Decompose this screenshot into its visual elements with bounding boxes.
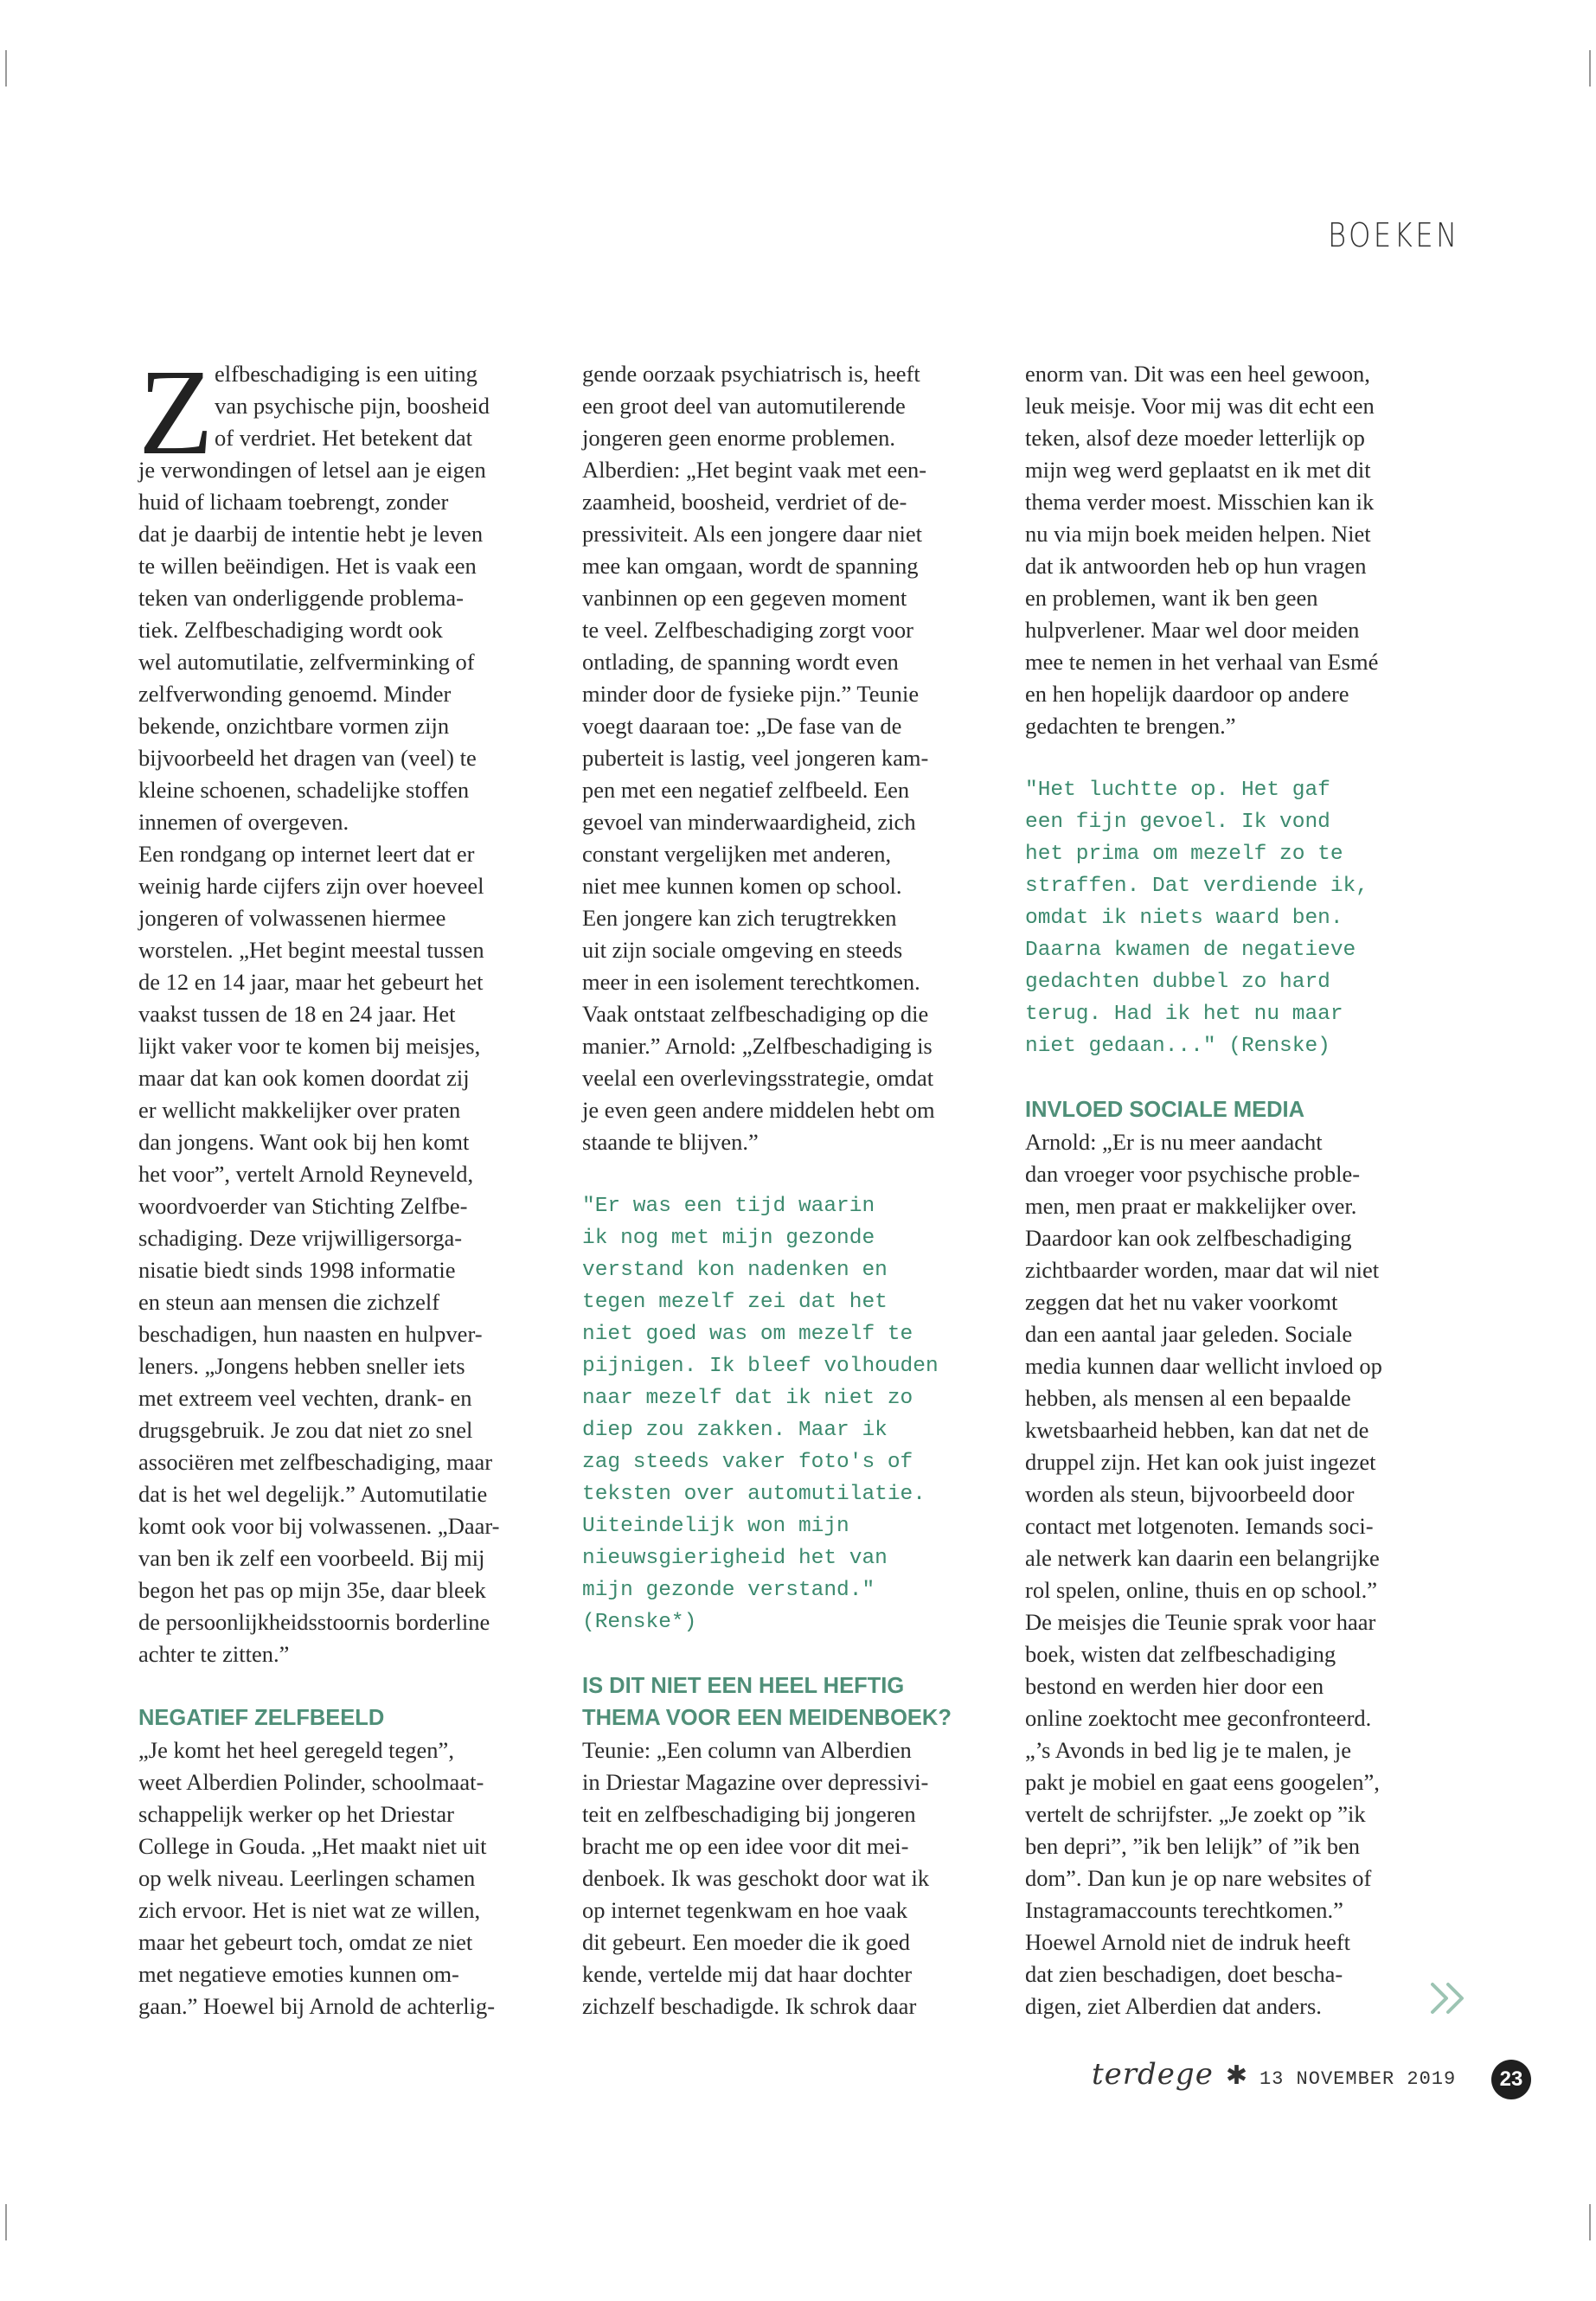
text-line: associëren met zelfbeschadiging, maar — [138, 1449, 493, 1475]
heading-heftig-thema — [582, 1670, 980, 1734]
text-line: Daarna kwamen de negatieve — [1025, 939, 1356, 962]
text-line: Instagramaccounts terechtkomen.” — [1025, 1897, 1343, 1923]
text-line: pijnigen. Ik bleef volhouden — [582, 1355, 939, 1378]
text-line: staande te blijven.” — [582, 1129, 759, 1155]
text-line: Daardoor kan ook zelfbeschadiging — [1025, 1225, 1352, 1251]
heading-invloed-sociale-media: INVLOED SOCIALE MEDIA — [1025, 1098, 1305, 1122]
text-line: mee te nemen in het verhaal van Esmé — [1025, 649, 1379, 675]
text-line: College in Gouda. „Het maakt niet uit — [138, 1833, 487, 1859]
text-line: je even geen andere middelen hebt om — [582, 1097, 935, 1123]
text-line: puberteit is lastig, veel jongeren kam- — [582, 745, 929, 771]
text-line: het voor”, vertelt Arnold Reyneveld, — [138, 1161, 474, 1187]
text-line: zag steeds vaker foto's of — [582, 1451, 913, 1474]
text-line: diep zou zakken. Maar ik — [582, 1419, 888, 1442]
paragraph-sociale-media — [1025, 1126, 1423, 2022]
text-line: straffen. Dat verdiende ik, — [1025, 875, 1368, 898]
text-line: vertelt de schrijfster. „Je zoekt op ”ik — [1025, 1801, 1366, 1827]
text-line: Teunie: „Een column van Alberdien — [582, 1737, 912, 1763]
text-line: veelal een overlevingsstrategie, omdat — [582, 1065, 934, 1091]
crop-mark-bottom-right — [1589, 2204, 1591, 2240]
text-line: leuk meisje. Voor mij was dit echt een — [1025, 393, 1375, 419]
text-line: worden als steun, bijvoorbeeld door — [1025, 1481, 1355, 1507]
text-line: nisatie biedt sinds 1998 informatie — [138, 1257, 456, 1283]
text-line: dat zien beschadigen, doet bescha- — [1025, 1961, 1343, 1987]
text-line: te veel. Zelfbeschadiging zorgt voor — [582, 617, 913, 643]
text-line: en hen hopelijk daardoor op andere — [1025, 681, 1349, 707]
text-line: bracht me op een idee voor dit mei- — [582, 1833, 909, 1859]
text-line: bestond en werden hier door een — [1025, 1673, 1324, 1699]
text-line: thema verder moest. Misschien kan ik — [1025, 489, 1375, 515]
text-line: tegen mezelf zei dat het — [582, 1291, 888, 1314]
text-line: kleine schoenen, schadelijke stoffen — [138, 777, 470, 803]
text-line: Een rondgang op internet leert dat er — [138, 841, 475, 867]
text-line: verstand kon nadenken en — [582, 1259, 888, 1282]
text-line: en problemen, want ik ben geen — [1025, 585, 1318, 611]
text-line: De meisjes die Teunie sprak voor haar — [1025, 1609, 1376, 1635]
text-line: dit gebeurt. Een moeder die ik goed — [582, 1929, 910, 1955]
text-line: men, men praat er makkelijker over. — [1025, 1193, 1357, 1219]
text-line: gende oorzaak psychiatrisch is, heeft — [582, 361, 920, 387]
text-line: Uiteindelijk won mijn — [582, 1515, 849, 1538]
text-line: Hoewel Arnold niet de indruk heeft — [1025, 1929, 1351, 1955]
text-line: gevoel van minderwaardigheid, zich — [582, 809, 916, 835]
text-line: dat is het wel degelijk.” Automutilatie — [138, 1481, 488, 1507]
text-line: te willen beëindigen. Het is vaak een — [138, 553, 477, 579]
text-line: pen met een negatief zelfbeeld. Een — [582, 777, 910, 803]
text-line: weet Alberdien Polinder, schoolmaat- — [138, 1769, 484, 1795]
text-line: met extreem veel vechten, drank- en — [138, 1385, 472, 1411]
heading-negatief-zelfbeeld: NEGATIEF ZELFBEELD — [138, 1706, 385, 1730]
text-line: schadiging. Deze vrijwilligersorga- — [138, 1225, 463, 1251]
text-line: ontlading, de spanning wordt even — [582, 649, 899, 675]
separator-icon: ✱ — [1225, 2061, 1247, 2091]
text-line: en steun aan mensen die zichzelf — [138, 1289, 440, 1315]
text-line: er wellicht makkelijker over praten — [138, 1097, 461, 1123]
text-line: pakt je mobiel en gaat eens googelen”, — [1025, 1769, 1380, 1795]
text-line: pressiviteit. Als een jongere daar niet — [582, 521, 922, 547]
text-line: achter te zitten.” — [138, 1641, 290, 1667]
text-line: niet goed was om mezelf te — [582, 1323, 913, 1346]
text-line: nieuwsgierigheid het van — [582, 1547, 888, 1570]
text-line: teksten over automutilatie. — [582, 1483, 926, 1506]
paragraph-heftig-thema — [582, 1734, 980, 2022]
text-line: ik nog met mijn gezonde — [582, 1227, 875, 1250]
text-line: teken van onderliggende problema- — [138, 585, 465, 611]
text-line: het prima om mezelf zo te — [1025, 843, 1343, 866]
text-line: dan jongens. Want ook bij hen komt — [138, 1129, 470, 1155]
text-line: voegt daaraan toe: „De fase van de — [582, 713, 902, 739]
text-line: dom”. Dan kun je op nare websites of — [1025, 1865, 1372, 1891]
text-line: leners. „Jongens hebben sneller iets — [138, 1353, 465, 1379]
text-line: zaamheid, boosheid, verdriet of de- — [582, 489, 907, 515]
column-2 — [582, 358, 980, 2022]
text-line: Vaak ontstaat zelfbeschadiging op die — [582, 1001, 929, 1027]
text-line: teken, alsof deze moeder letterlijk op — [1025, 425, 1365, 451]
text-line: Een jongere kan zich terugtrekken — [582, 905, 897, 931]
intro-paragraph — [138, 343, 536, 1670]
text-line: niet gedaan..." (Renske) — [1025, 1035, 1330, 1058]
text-line: zeggen dat het nu vaker voorkomt — [1025, 1289, 1338, 1315]
text-line: dan vroeger voor psychische proble- — [1025, 1161, 1361, 1187]
text-line: een groot deel van automutilerende — [582, 393, 906, 419]
text-line: dat ik antwoorden heb op hun vragen — [1025, 553, 1367, 579]
text-line: mee kan omgaan, wordt de spanning — [582, 553, 919, 579]
text-line: THEMA VOOR EEN MEIDENBOEK? — [582, 1706, 952, 1730]
text-line: ben depri”, ”ik ben lelijk” of ”ik ben — [1025, 1833, 1361, 1859]
text-line: "Het luchtte op. Het gaf — [1025, 779, 1330, 802]
text-line: vanbinnen op een gegeven moment — [582, 585, 907, 611]
text-line: jongeren geen enorme problemen. — [582, 425, 896, 451]
text-line: van ben ik zelf een voorbeeld. Bij mij — [138, 1545, 485, 1571]
footer — [1092, 2057, 1456, 2100]
text-line: hulpverlener. Maar wel door meiden — [1025, 617, 1360, 643]
text-line: woordvoerder van Stichting Zelfbe- — [138, 1193, 468, 1219]
text-line: druppel zijn. Het kan ook juist ingezet — [1025, 1449, 1376, 1475]
text-line: vaakst tussen de 18 en 24 jaar. Het — [138, 1001, 456, 1027]
text-line: „’s Avonds in bed lig je te malen, je — [1025, 1737, 1352, 1763]
text-line: media kunnen daar wellicht invloed op — [1025, 1353, 1382, 1379]
text-line: uit zijn sociale omgeving en steeds — [582, 937, 903, 963]
text-line: jongeren of volwassenen hiermee — [138, 905, 446, 931]
text-line: online zoektocht mee geconfronteerd. — [1025, 1705, 1372, 1731]
issue-date: 13 NOVEMBER 2019 — [1259, 2068, 1457, 2090]
text-line: constant vergelijken met anderen, — [582, 841, 892, 867]
text-line: schappelijk werker op het Driestar — [138, 1801, 454, 1827]
text-line: boek, wisten dat zelfbeschadiging — [1025, 1641, 1336, 1667]
column-1 — [138, 343, 536, 2022]
text-line: (Renske*) — [582, 1611, 697, 1634]
text-line: bijvoorbeeld het dragen van (veel) te — [138, 745, 477, 771]
text-line: gedachten dubbel zo hard — [1025, 971, 1330, 994]
text-line: kende, vertelde mij dat haar dochter — [582, 1961, 913, 1987]
page-number: 23 — [1491, 2060, 1531, 2099]
text-line: innemen of overgeven. — [138, 809, 349, 835]
text-line: „Je komt het heel geregeld tegen”, — [138, 1737, 454, 1763]
text-line: gedachten te brengen.” — [1025, 713, 1236, 739]
text-line: manier.” Arnold: „Zelfbeschadiging is — [582, 1033, 933, 1059]
text-line: kwetsbaarheid hebben, kan dat net de — [1025, 1417, 1369, 1443]
text-line: Alberdien: „Het begint vaak met een- — [582, 457, 927, 483]
text-line: gaan.” Hoewel bij Arnold de achterlig- — [138, 1993, 496, 2019]
text-line: in Driestar Magazine over depressivi- — [582, 1769, 929, 1795]
text-line: zichtbaarder worden, maar dat wil niet — [1025, 1257, 1380, 1283]
text-line: beschadigen, hun naasten en hulpver- — [138, 1321, 483, 1347]
text-line: met negatieve emoties kunnen om- — [138, 1961, 459, 1987]
pull-quote-renske-1 — [582, 1190, 980, 1638]
text-line: lijkt vaker voor te komen bij meisjes, — [138, 1033, 481, 1059]
paragraph-continued — [582, 358, 980, 1158]
text-line: dat je daarbij de intentie hebt je leven — [138, 521, 484, 547]
text-line: maar dat kan ook komen doordat zij — [138, 1065, 470, 1091]
paragraph-negatief-zelfbeeld — [138, 1734, 536, 2022]
magazine-name: terdege — [1092, 2057, 1214, 2092]
crop-mark-top-right — [1589, 50, 1591, 87]
text-line: drugsgebruik. Je zou dat niet zo snel — [138, 1417, 473, 1443]
text-line: mijn gezonde verstand." — [582, 1579, 875, 1602]
text-line: digen, ziet Alberdien dat anders. — [1025, 1993, 1322, 2019]
drop-cap: Z — [138, 343, 214, 480]
text-line: hebben, als mensen al een bepaalde — [1025, 1385, 1351, 1411]
double-chevron-right-icon — [1427, 1979, 1471, 2017]
text-line: niet mee kunnen komen op school. — [582, 873, 902, 899]
text-line: of verdriet. Het betekent dat — [215, 425, 472, 451]
text-line: elfbeschadiging is een uiting — [215, 361, 478, 387]
paragraph-continued-2 — [1025, 358, 1423, 742]
text-line: op welk niveau. Leerlingen schamen — [138, 1865, 476, 1891]
text-line: weinig harde cijfers zijn over hoeveel — [138, 873, 484, 899]
text-line: enorm van. Dit was een heel gewoon, — [1025, 361, 1370, 387]
text-line: terug. Had ik het nu maar — [1025, 1003, 1343, 1026]
text-line: komt ook voor bij volwassenen. „Daar- — [138, 1513, 500, 1539]
text-line: worstelen. „Het begint meestal tussen — [138, 937, 484, 963]
text-line: minder door de fysieke pijn.” Teunie — [582, 681, 920, 707]
text-line: rol spelen, online, thuis en op school.” — [1025, 1577, 1377, 1603]
text-line: maar het gebeurt toch, omdat ze niet — [138, 1929, 473, 1955]
crop-mark-top-left — [5, 50, 7, 87]
text-line: omdat ik niets waard ben. — [1025, 907, 1343, 930]
text-line: wel automutilatie, zelfverminking of — [138, 649, 475, 675]
text-line: denboek. Ik was geschokt door wat ik — [582, 1865, 930, 1891]
text-line: meer in een isolement terechtkomen. — [582, 969, 920, 995]
text-line: je verwondingen of letsel aan je eigen — [138, 457, 486, 483]
text-line: huid of lichaam toebrengt, zonder — [138, 489, 449, 515]
text-line: de persoonlijkheidsstoornis borderline — [138, 1609, 490, 1635]
text-line: een fijn gevoel. Ik vond — [1025, 811, 1330, 834]
crop-mark-bottom-left — [5, 2204, 7, 2240]
text-line: de 12 en 14 jaar, maar het gebeurt het — [138, 969, 484, 995]
text-line: begon het pas op mijn 35e, daar bleek — [138, 1577, 486, 1603]
text-line: contact met lotgenoten. Iemands soci- — [1025, 1513, 1374, 1539]
text-line: bekende, onzichtbare vormen zijn — [138, 713, 450, 739]
text-line: mijn weg werd geplaatst en ik met dit — [1025, 457, 1371, 483]
pull-quote-renske-2 — [1025, 774, 1423, 1062]
text-line: nu via mijn boek meiden helpen. Niet — [1025, 521, 1371, 547]
text-line: naar mezelf dat ik niet zo — [582, 1387, 913, 1410]
text-line: zelfverwonding genoemd. Minder — [138, 681, 452, 707]
text-line: van psychische pijn, boosheid — [215, 393, 490, 419]
text-line: zich ervoor. Het is niet wat ze willen, — [138, 1897, 481, 1923]
text-line: dan een aantal jaar geleden. Sociale — [1025, 1321, 1353, 1347]
section-label: BOEKEN — [1328, 216, 1460, 254]
text-line: tiek. Zelfbeschadiging wordt ook — [138, 617, 443, 643]
text-line: teit en zelfbeschadiging bij jongeren — [582, 1801, 916, 1827]
text-line: "Er was een tijd waarin — [582, 1195, 875, 1218]
column-3 — [1025, 358, 1423, 2022]
text-line: Arnold: „Er is nu meer aandacht — [1025, 1129, 1323, 1155]
text-line: zichzelf beschadigde. Ik schrok daar — [582, 1993, 917, 2019]
text-line: ale netwerk kan daarin een belangrijke — [1025, 1545, 1380, 1571]
text-line: op internet tegenkwam en hoe vaak — [582, 1897, 908, 1923]
text-line: IS DIT NIET EEN HEEL HEFTIG — [582, 1674, 905, 1698]
